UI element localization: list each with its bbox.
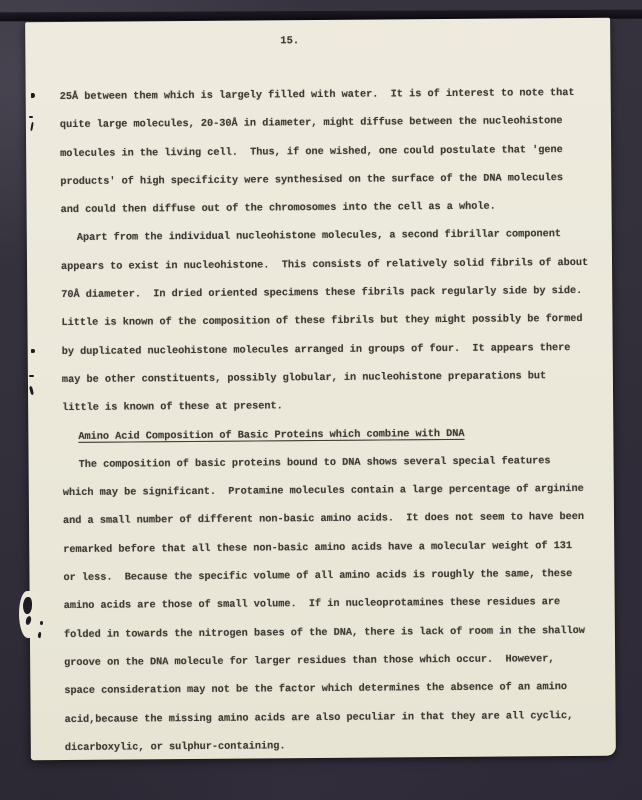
text-line: and could then diffuse out of the chromosomes into the cell as a whole. bbox=[60, 200, 496, 217]
text-line: which may be significant. Protamine molecules contain a large percentage of arginine bbox=[62, 483, 584, 500]
text-line: The composition of basic proteins bound to DNA shows several special features bbox=[78, 455, 551, 471]
text-line: appears to exist in nucleohistone. This consists of relatively solid fibrils of about bbox=[60, 256, 589, 273]
text-line: remarked before that all these non-basic amino acids have a molecular weight of 131 bbox=[63, 539, 573, 556]
text-line: groove on the DNA molecule for larger residues than those which occur. However, bbox=[64, 653, 555, 669]
text-line: acid,because the missing amino acids are also peculiar in that they are all cyclic, bbox=[64, 709, 574, 726]
text-line: by duplicated nucleohistone molecules arranged in groups of four. It appears there bbox=[61, 341, 571, 358]
document-page bbox=[25, 18, 616, 761]
ink-smudge bbox=[23, 597, 32, 614]
text-line: quite large molecules, 20-30Å in diameter, might diffuse between the nucleohistone bbox=[59, 115, 563, 132]
text-line: may be other constituents, possibly globular, in nucleohistone preparations but bbox=[61, 370, 547, 386]
text-line: dicarboxylic, or sulphur-containing. bbox=[64, 740, 286, 754]
text-line: 70Å diameter. In dried oriented specimens these fibrils pack regularly side by side. bbox=[61, 285, 583, 302]
ink-smudge bbox=[40, 621, 43, 625]
text-line: molecules in the living cell. Thus, if one wished, one could postulate that 'gene bbox=[60, 143, 563, 160]
text-line: little is known of these at present. bbox=[62, 400, 283, 415]
page-text bbox=[60, 87, 610, 770]
text-line: space consideration may not be the factor which determines the absence of an amino bbox=[64, 681, 567, 698]
text-line: and a small number of different non-basic amino acids. It does not seem to have been bbox=[62, 511, 585, 528]
text-line: Apart from the individual nucleohistone molecules, a second fibrillar component bbox=[76, 228, 562, 245]
ink-smudge bbox=[31, 349, 35, 353]
text-line: amino acids are those of small volume. If in nucleoprotamines these residues are bbox=[63, 596, 561, 613]
ink-smudge bbox=[29, 116, 33, 118]
ink-smudge bbox=[29, 375, 34, 377]
text-line: 25Å between them which is largely filled with water. It is of interest to note that bbox=[59, 86, 575, 104]
text-line: Little is known of the composition of these fibrils but they might possibly be formed bbox=[61, 313, 583, 330]
text-line: folded in towards the nitrogen bases of the DNA, there is lack of room in the shallow bbox=[63, 624, 585, 641]
ink-smudge bbox=[31, 93, 35, 98]
text-line: products' of high specificity were synthesised on the surface of the DNA molecules bbox=[60, 171, 563, 188]
page-number: 15. bbox=[280, 35, 300, 48]
text-line: or less. Because the specific volume of all amino acids is roughly the same, these bbox=[63, 568, 573, 585]
text-line: Amino Acid Composition of Basic Proteins which combine with DNA bbox=[78, 427, 465, 443]
